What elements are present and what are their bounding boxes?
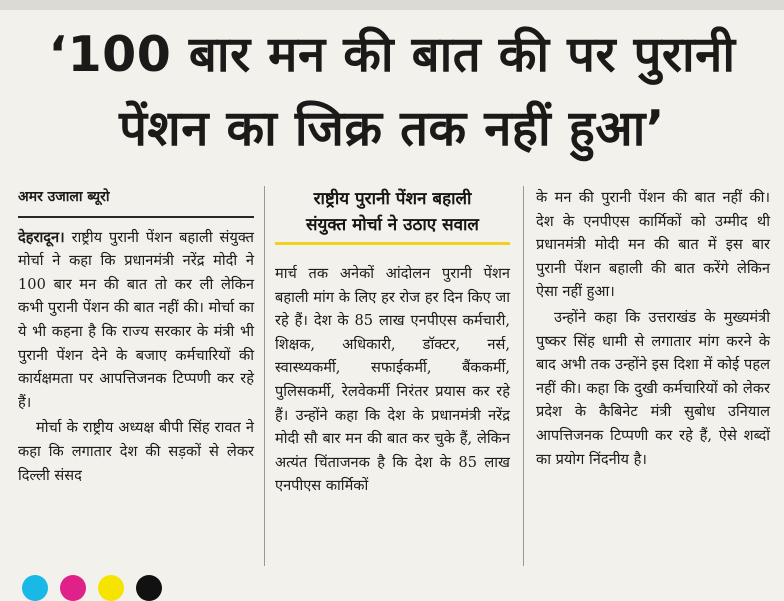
byline: अमर उजाला ब्यूरो — [18, 186, 254, 218]
headline-line-2: पेंशन का जिक्र तक नहीं हुआ’ — [119, 100, 665, 157]
paragraph-text: राष्ट्रीय पुरानी पेंशन बहाली संयुक्त मोर्चा ने कहा कि प्रधानमंत्री नरेंद्र मोदी ने 100 बार मन की बात तो कर ली लेकिन कभी पुरानी पेंशन की बात नहीं की। मोर्चा का ये भी कहना है कि राज्य सरकार के मंत्री भी पुरानी पेंशन देने के बजाए कर्मचारियों की कार्यक्षमता पर आपत्तिजनक टिप्पणी कर रहे हैं। — [18, 228, 254, 411]
paragraph — [18, 226, 254, 415]
headline — [0, 18, 784, 166]
column-divider — [264, 186, 265, 566]
subheadline-line-1: राष्ट्रीय पुरानी पेंशन बहाली — [313, 189, 472, 209]
article-column-2 — [275, 262, 510, 498]
article-column-1 — [18, 186, 254, 487]
paragraph: उन्होंने कहा कि उत्तराखंड के मुख्यमंत्री पुष्कर सिंह धामी से लगातार मांग करने के बाद अभी तक उन्होंने इस दिशा में कोई पहल नहीं की। कहा कि दुखी कर्मचारियों को लेकर प्रदेश के कैबिनेट मंत्री सुबोध उनियाल आपत्तिजनक टिप्पणी कर रहे हैं, ऐसे शब्दों का प्रयोग निंदनीय है। — [536, 308, 770, 468]
subheadline-line-2: संयुक्त मोर्चा ने उठाए सवाल — [306, 215, 479, 235]
column-divider — [523, 186, 524, 566]
page-top-edge — [0, 0, 784, 10]
dateline: देहरादून। — [18, 228, 65, 246]
paragraph: मोर्चा के राष्ट्रीय अध्यक्ष बीपी सिंह रावत ने कहा कि लगातार देश की सड़कों से लेकर दिल्ली संसद — [18, 419, 254, 484]
cyan-registration-dot — [22, 575, 48, 601]
headline-line-1: ‘100 बार मन की बात की पर पुरानी — [48, 26, 736, 83]
black-registration-dot — [136, 575, 162, 601]
subheadline — [275, 186, 510, 245]
yellow-registration-dot — [98, 575, 124, 601]
paragraph: के मन की पुरानी पेंशन की बात नहीं की। देश के एनपीएस कार्मिकों को उम्मीद थी प्रधानमंत्री मोदी मन की बात में इस बार पुरानी पेंशन बहाली की बात करेंगे लेकिन ऐसा नहीं हुआ। — [536, 189, 770, 301]
magenta-registration-dot — [60, 575, 86, 601]
article-column-3 — [536, 186, 770, 471]
paragraph: मार्च तक अनेकों आंदोलन पुरानी पेंशन बहाली मांग के लिए हर रोज हर दिन किए जा रहे हैं। देश के 85 लाख एनपीएस कर्मचारी, शिक्षक, अधिकारी, डॉक्टर, नर्स, स्वास्थ्यकर्मी, सफाईकर्मी, बैंककर्मी, पुलिसकर्मी, रेलवेकर्मी निरंतर प्रयास कर रहे हैं। उन्होंने कहा कि देश के प्रधानमंत्री नरेंद्र मोदी सौ बार मन की बात कर चुके हैं, लेकिन अत्यंत चिंताजनक है कि देश के 85 लाख एनपीएस कार्मिकों — [275, 265, 510, 495]
